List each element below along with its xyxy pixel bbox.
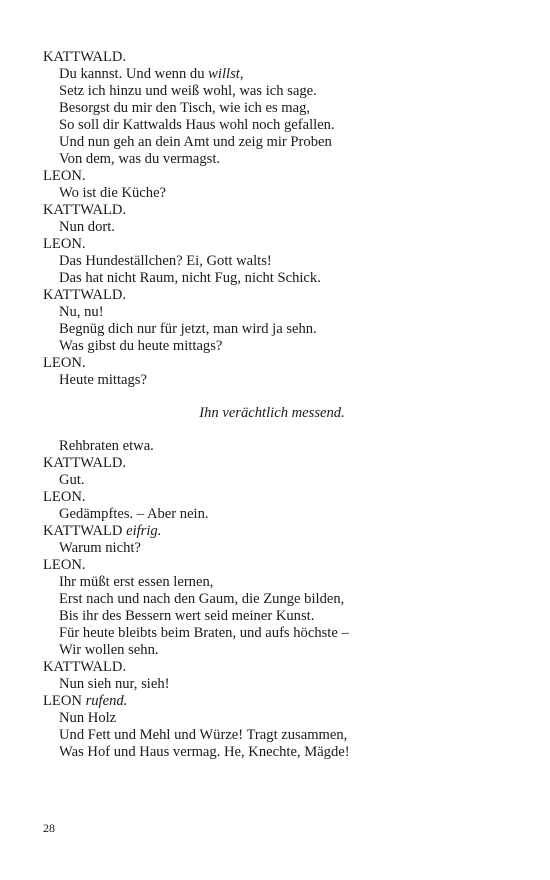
- speaker-name: LEON.: [43, 489, 86, 505]
- speaker-name: KATTWALD.: [43, 202, 127, 218]
- verse-line: Das Hundeställchen? Ei, Gott walts!: [59, 253, 272, 269]
- verse-line: Erst nach und nach den Gaum, die Zunge bilden,: [59, 591, 345, 607]
- verse-line: Was gibst du heute mittags?: [59, 338, 223, 354]
- speaker-name: KATTWALD.: [43, 455, 127, 471]
- verse-line: Heute mittags?: [59, 372, 147, 388]
- dialogue-block-2: [43, 438, 513, 761]
- line-text: Du kannst. Und wenn du: [59, 66, 209, 82]
- page-number: 28: [43, 821, 55, 835]
- verse-line: Wo ist die Küche?: [59, 185, 167, 201]
- verse-line: [43, 66, 513, 83]
- verse-line: Nun dort.: [59, 219, 115, 235]
- speaker-name: LEON.: [43, 236, 86, 252]
- speaker-name: [43, 693, 513, 710]
- speaker-name: [43, 523, 513, 540]
- line-text: ,: [239, 66, 244, 82]
- verse-line: Und Fett und Mehl und Würze! Tragt zusammen,: [59, 727, 348, 743]
- verse-line: Ihr müßt erst essen lernen,: [59, 574, 214, 590]
- speaker-name: LEON.: [43, 557, 86, 573]
- verse-line: Gut.: [59, 472, 85, 488]
- speaker-name: KATTWALD.: [43, 659, 127, 675]
- verse-line: Nun sieh nur, sieh!: [59, 676, 170, 692]
- verse-line: So soll dir Kattwalds Haus wohl noch gefallen.: [59, 117, 335, 133]
- speaker-name: KATTWALD.: [43, 287, 127, 303]
- verse-line: Besorgst du mir den Tisch, wie ich es mag,: [59, 100, 311, 116]
- verse-line: Gedämpftes. – Aber nein.: [59, 506, 209, 522]
- stage-direction: Ihn verächtlich messend.: [199, 405, 345, 421]
- emphasis-text: rufend.: [85, 693, 128, 709]
- emphasis-text: willst: [208, 66, 240, 82]
- line-text: LEON: [43, 693, 86, 709]
- verse-line: Rehbraten etwa.: [59, 438, 154, 454]
- line-text: KATTWALD: [43, 523, 127, 539]
- verse-line: Und nun geh an dein Amt und zeig mir Proben: [59, 134, 332, 150]
- play-text: [43, 49, 513, 761]
- speaker-name: KATTWALD.: [43, 49, 127, 65]
- speaker-name: LEON.: [43, 168, 86, 184]
- emphasis-text: eifrig.: [126, 523, 162, 539]
- verse-line: Von dem, was du vermagst.: [59, 151, 221, 167]
- verse-line: Wir wollen sehn.: [59, 642, 159, 658]
- verse-line: Für heute bleibts beim Braten, und aufs höchste –: [59, 625, 349, 641]
- speaker-name: LEON.: [43, 355, 86, 371]
- verse-line: Warum nicht?: [59, 540, 141, 556]
- dialogue-block-1: [43, 49, 513, 389]
- verse-line: Nun Holz: [59, 710, 117, 726]
- verse-line: Bis ihr des Bessern wert seid meiner Kunst.: [59, 608, 315, 624]
- verse-line: Setz ich hinzu und weiß wohl, was ich sage.: [59, 83, 317, 99]
- verse-line: Was Hof und Haus vermag. He, Knechte, Mägde!: [59, 744, 350, 760]
- verse-line: Begnüg dich nur für jetzt, man wird ja sehn.: [59, 321, 317, 337]
- verse-line: Nu, nu!: [59, 304, 104, 320]
- verse-line: Das hat nicht Raum, nicht Fug, nicht Schick.: [59, 270, 321, 286]
